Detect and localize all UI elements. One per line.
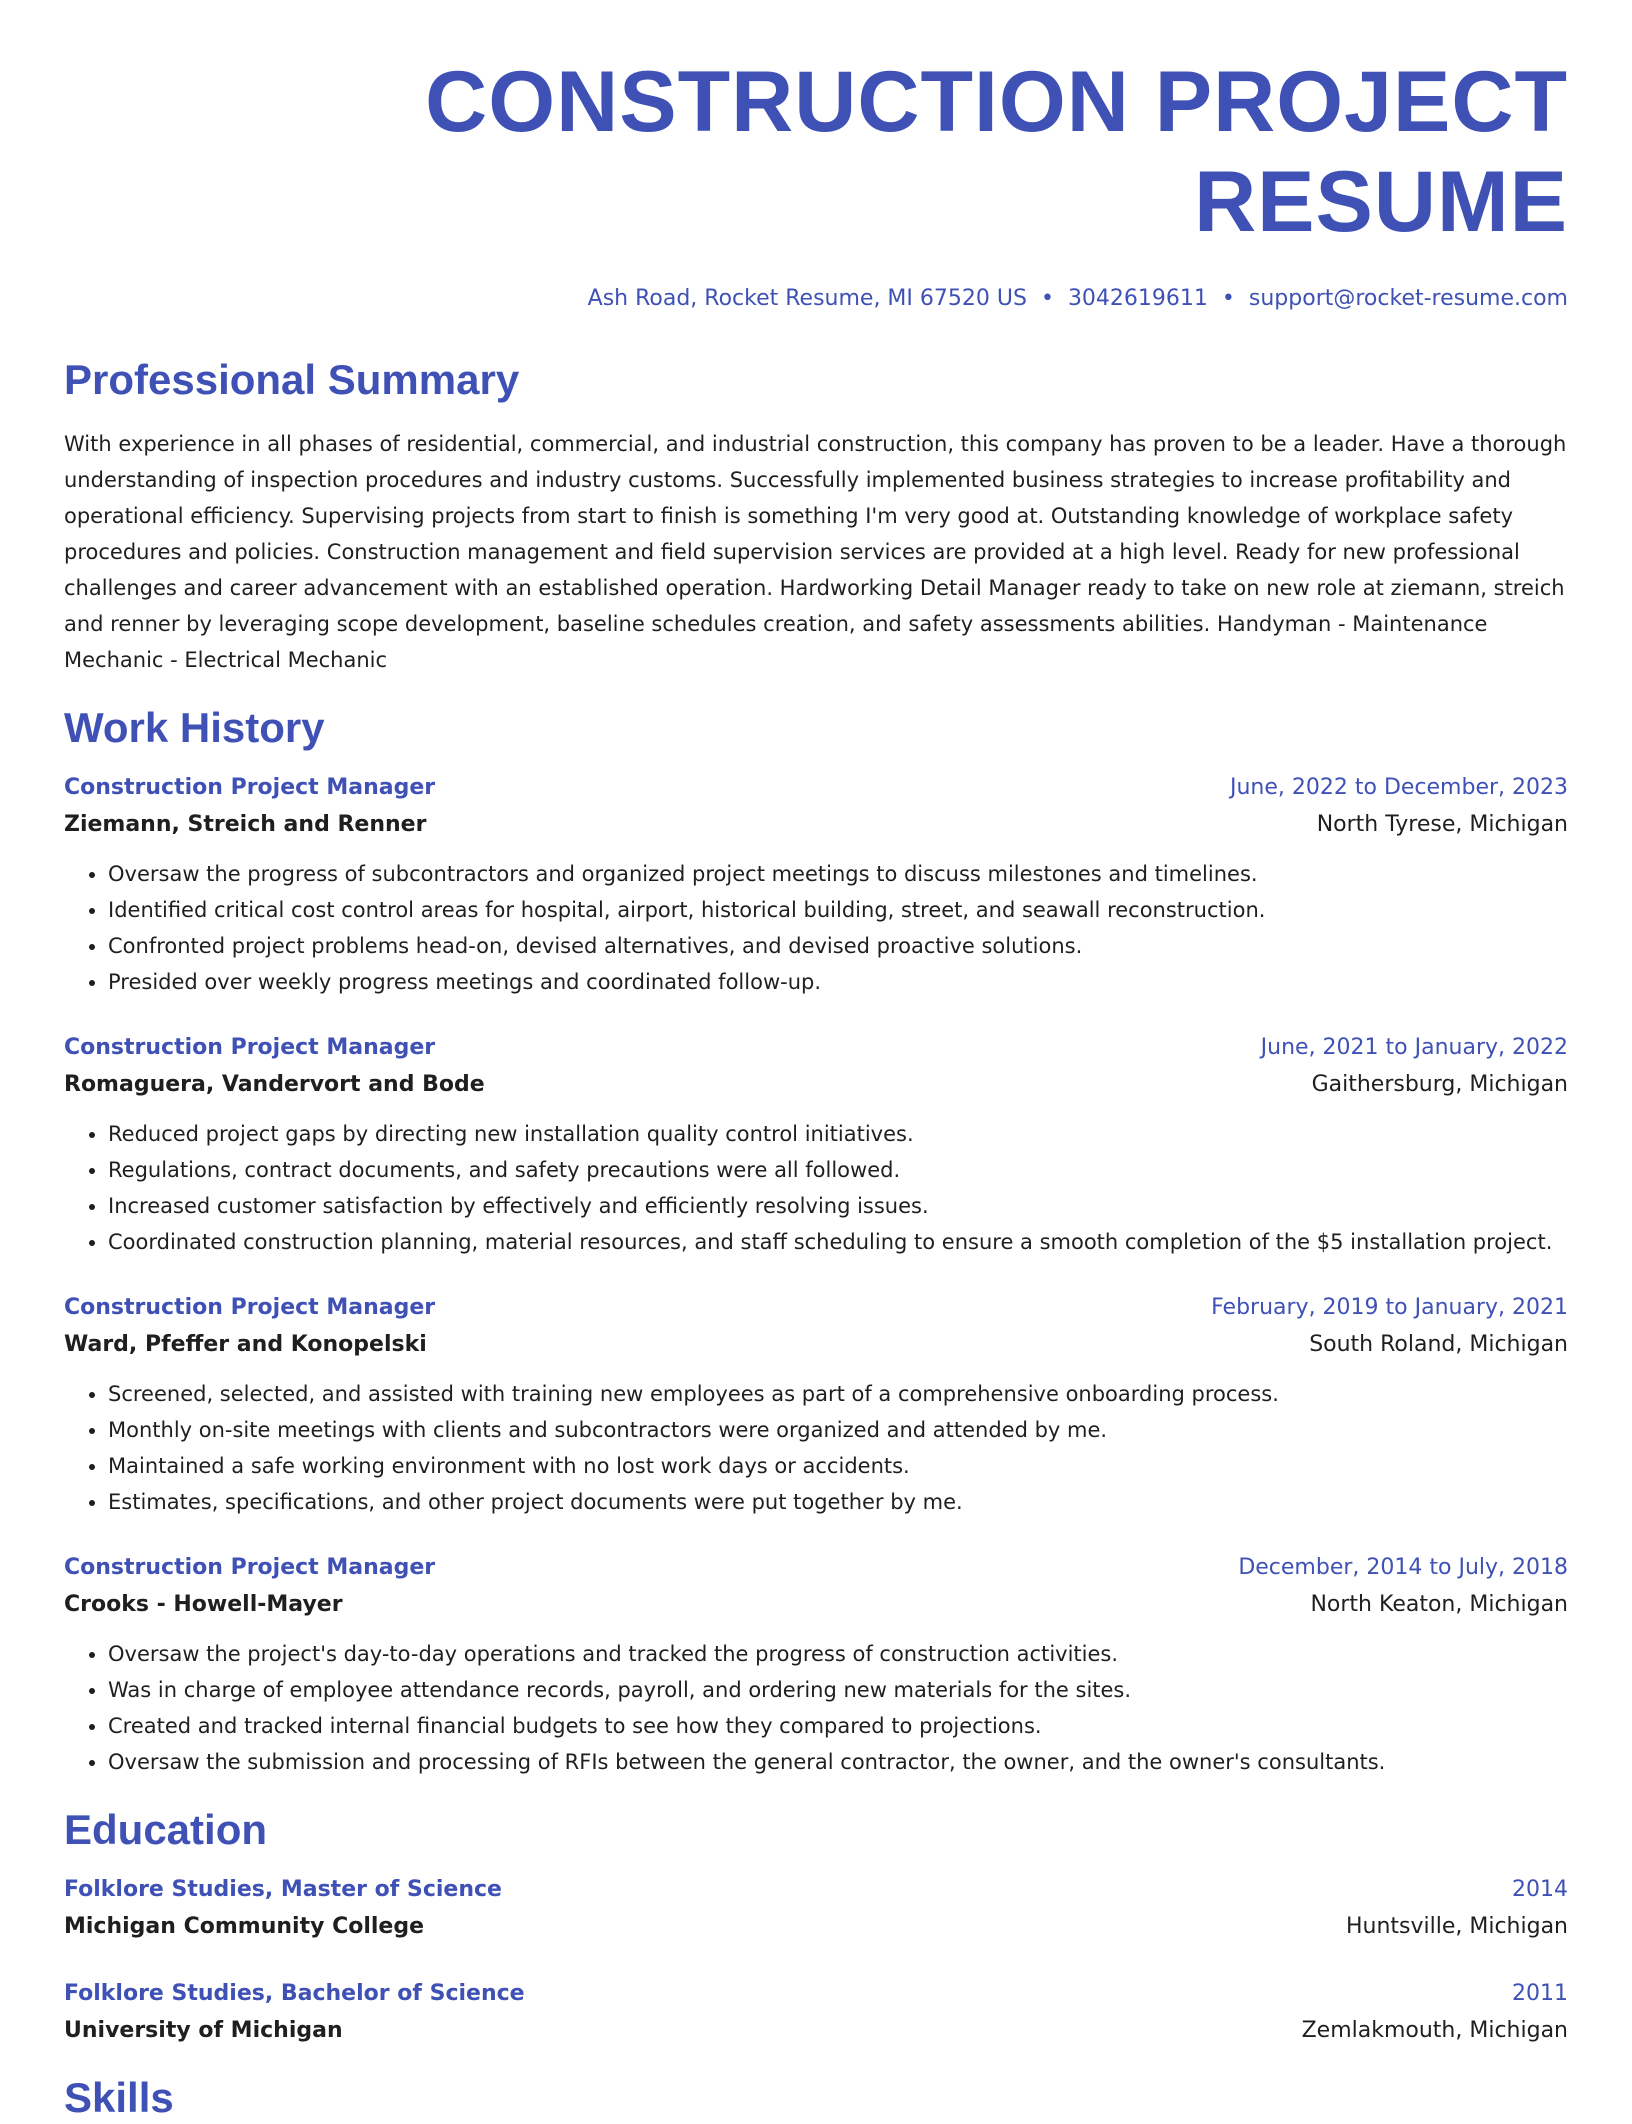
section-title-summary: Professional Summary	[64, 356, 520, 403]
job-dates: June, 2021 to January, 2022	[1260, 1035, 1568, 1060]
degree-title: Folklore Studies, Bachelor of Science	[64, 1981, 525, 2006]
bullet-item: • Regulations, contract documents, and safety precautions were all followed.	[108, 1152, 1568, 1188]
address-text: Ash Road, Rocket Resume, MI 67520 US	[587, 286, 1027, 311]
contact-line	[64, 284, 1568, 314]
job-title: Construction Project Manager	[64, 1295, 436, 1320]
bullet-item: • Reduced project gaps by directing new installation quality control initiatives.	[108, 1116, 1568, 1152]
job-bullets	[64, 1636, 1568, 1780]
education-entry	[64, 1872, 1568, 1946]
section-title-skills: Skills	[64, 2074, 174, 2121]
company-name: Ziemann, Streich and Renner	[64, 812, 427, 837]
school-name: University of Michigan	[64, 2018, 343, 2043]
bullet-item: • Screened, selected, and assisted with training new employees as part of a comprehensive onboarding process.	[108, 1376, 1568, 1412]
email-text: support@rocket-resume.com	[1248, 286, 1568, 311]
job-title: Construction Project Manager	[64, 1035, 436, 1060]
skills-section	[64, 2072, 1568, 2124]
bullet-item: • Maintained a safe working environment with no lost work days or accidents.	[108, 1448, 1568, 1484]
bullet-item: • Monthly on-site meetings with clients and subcontractors were organized and attended by me.	[108, 1412, 1568, 1448]
job-dates: December, 2014 to July, 2018	[1238, 1555, 1568, 1580]
summary-section	[64, 354, 1568, 678]
job-location: South Roland, Michigan	[1309, 1332, 1568, 1357]
bullet-item: • Estimates, specifications, and other project documents were put together by me.	[108, 1484, 1568, 1520]
phone-text: 3042619611	[1067, 286, 1208, 311]
job-bullets	[64, 1116, 1568, 1260]
bullet-item: • Oversaw the project's day-to-day operations and tracked the progress of construction activities.	[108, 1636, 1568, 1672]
bullet-item: • Coordinated construction planning, material resources, and staff scheduling to ensure a smooth completion of the $5 installation project.	[108, 1224, 1568, 1260]
job-entry	[64, 770, 1568, 1000]
resume-title: CONSTRUCTION PROJECT RESUME	[425, 54, 1568, 250]
resume-header	[64, 0, 1568, 314]
bullet-item: • Oversaw the submission and processing of RFIs between the general contractor, the owner, and the owner's consultants.	[108, 1744, 1568, 1780]
job-title: Construction Project Manager	[64, 775, 436, 800]
job-dates: June, 2022 to December, 2023	[1229, 775, 1568, 800]
school-name: Michigan Community College	[64, 1914, 425, 1939]
job-location: North Tyrese, Michigan	[1316, 812, 1568, 837]
separator-dot: •	[1040, 286, 1054, 311]
bullet-item: • Confronted project problems head-on, devised alternatives, and devised proactive solutions.	[108, 928, 1568, 964]
separator-dot: •	[1221, 286, 1235, 311]
job-location: North Keaton, Michigan	[1310, 1592, 1568, 1617]
job-entry	[64, 1550, 1568, 1780]
job-location: Gaithersburg, Michigan	[1311, 1072, 1568, 1097]
company-name: Romaguera, Vandervort and Bode	[64, 1072, 485, 1097]
graduation-year: 2014	[1512, 1877, 1568, 1902]
graduation-year: 2011	[1512, 1981, 1568, 2006]
job-dates: February, 2019 to January, 2021	[1211, 1295, 1568, 1320]
job-bullets	[64, 856, 1568, 1000]
bullet-item: • Identified critical cost control areas for hospital, airport, historical building, street, and seawall reconstruction.	[108, 892, 1568, 928]
section-title-education: Education	[64, 1806, 268, 1853]
job-entry	[64, 1030, 1568, 1260]
bullet-item: • Increased customer satisfaction by effectively and efficiently resolving issues.	[108, 1188, 1568, 1224]
job-title: Construction Project Manager	[64, 1555, 436, 1580]
education-section	[64, 1804, 1568, 2050]
degree-title: Folklore Studies, Master of Science	[64, 1877, 502, 1902]
education-entry	[64, 1976, 1568, 2050]
bullet-item: • Was in charge of employee attendance records, payroll, and ordering new materials for the sites.	[108, 1672, 1568, 1708]
work-history-section	[64, 702, 1568, 1780]
company-name: Ward, Pfeffer and Konopelski	[64, 1332, 427, 1357]
school-location: Huntsville, Michigan	[1345, 1914, 1568, 1939]
bullet-item: • Presided over weekly progress meetings and coordinated follow-up.	[108, 964, 1568, 1000]
job-entry	[64, 1290, 1568, 1520]
section-title-work-history: Work History	[64, 704, 325, 751]
job-bullets	[64, 1376, 1568, 1520]
school-location: Zemlakmouth, Michigan	[1301, 2018, 1568, 2043]
company-name: Crooks - Howell-Mayer	[64, 1592, 343, 1617]
summary-text: With experience in all phases of residential, commercial, and industrial construction, this company has proven to be a leader. Have a thorough understanding of inspection procedures and industry customs. Successfully implemented business strategies to increase profitability and operational efficiency. Supervising projects from start to finish is something I'm very good at. Outstanding knowledge of workplace safety procedures and policies. Construction management and field supervision services are provided at a high level. Ready for new professional challenges and career advancement with an established operation. Hardworking Detail Manager ready to take on new role at ziemann, streich and renner by leveraging scope development, baseline schedules creation, and safety assessments abilities. Handyman - Maintenance Mechanic - Electrical Mechanic	[64, 432, 1567, 672]
bullet-item: • Oversaw the progress of subcontractors and organized project meetings to discuss milestones and timelines.	[108, 856, 1568, 892]
bullet-item: • Created and tracked internal financial budgets to see how they compared to projections.	[108, 1708, 1568, 1744]
